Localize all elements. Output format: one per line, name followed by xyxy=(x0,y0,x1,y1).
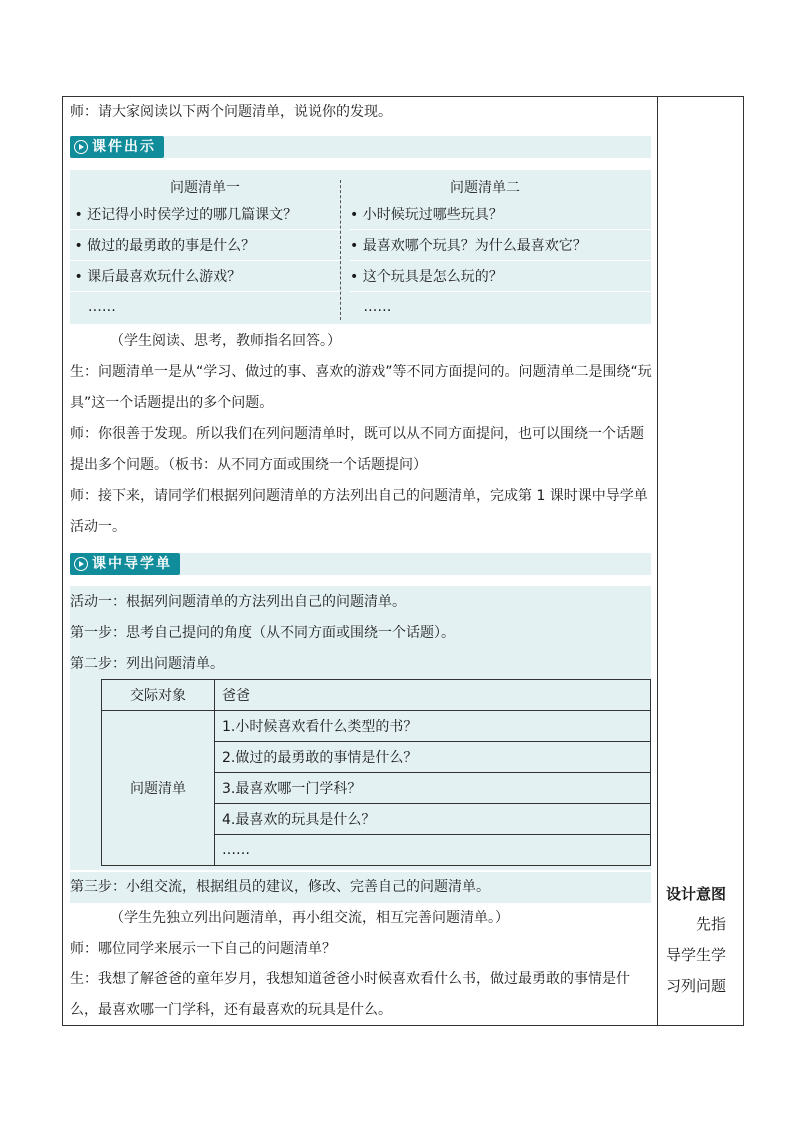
list-item: …… xyxy=(363,299,392,315)
activity-line: 活动一：根据列问题清单的方法列出自己的问题清单。 xyxy=(70,594,406,610)
list-item: • 课后最喜欢玩什么游戏？ xyxy=(70,262,340,292)
target-value: 爸爸 xyxy=(215,680,651,711)
question-cell: 2.做过的最勇敢的事情是什么？ xyxy=(215,742,651,773)
column-divider xyxy=(657,96,658,1026)
play-icon xyxy=(74,140,88,154)
paragraph: 师：哪位同学来展示一下自己的问题清单？ xyxy=(70,941,336,957)
dashed-separator xyxy=(340,180,341,320)
question-cell: 4.最喜欢的玩具是什么？ xyxy=(215,804,651,835)
step-line: 第二步：列出问题清单。 xyxy=(70,656,224,672)
list-item: • 这个玩具是怎么玩的？ xyxy=(350,262,650,292)
design-intent-text: 先指导学生学习列问题 xyxy=(666,915,727,995)
list-title: 问题清单二 xyxy=(450,180,520,196)
paragraph: 师：你很善于发现。所以我们在列问题清单时，既可以从不同方面提问，也可以围绕一个话题提出多个问题。（板书：从不同方面或围绕一个话题提问） xyxy=(70,426,644,473)
intro-line: 师：请大家阅读以下两个问题清单，说说你的发现。 xyxy=(70,104,392,120)
play-icon xyxy=(74,557,88,571)
list-item: …… xyxy=(87,299,116,315)
paragraph: 生：我想了解爸爸的童年岁月，我想知道爸爸小时候喜欢看什么书，做过最勇敢的事情是什么，最喜欢哪一门学科，还有最喜欢的玩具是什么。 xyxy=(70,971,630,1018)
courseware-slide xyxy=(70,170,651,324)
paragraph: 师：接下来，请同学们根据列问题清单的方法列出自己的问题清单，完成第 1 课时课中导学单活动一。 xyxy=(70,488,648,535)
design-intent-title: 设计意图 xyxy=(666,885,727,903)
list-item: • 小时候玩过哪些玩具？ xyxy=(350,200,650,230)
list-item: • 还记得小时侯学过的哪几篇课文？ xyxy=(70,200,340,230)
section-header-guide xyxy=(70,553,651,575)
table-row xyxy=(102,680,651,711)
section-tag-label: 课件出示 xyxy=(92,139,156,155)
question-cell: …… xyxy=(215,835,651,866)
list-item: • 最喜欢哪个玩具？为什么最喜欢它？ xyxy=(350,231,650,261)
question-cell: 3.最喜欢哪一门学科？ xyxy=(215,773,651,804)
question-cell: 1.小时候喜欢看什么类型的书？ xyxy=(215,711,651,742)
note-line: （学生阅读、思考，教师指名回答。） xyxy=(110,333,341,349)
note-line: （学生先独立列出问题清单，再小组交流，相互完善问题清单。） xyxy=(110,910,509,926)
step-line: 第三步：小组交流，根据组员的建议，修改、完善自己的问题清单。 xyxy=(70,879,490,895)
list-item: • 做过的最勇敢的事是什么？ xyxy=(70,231,340,261)
step-line: 第一步：思考自己提问的角度（从不同方面或围绕一个话题）。 xyxy=(70,625,455,641)
paragraph: 生：问题清单一是从“学习、做过的事、喜欢的游戏”等不同方面提问的。问题清单二是围绕“玩具”这一个话题提出的多个问题。 xyxy=(70,364,652,411)
list-label: 问题清单 xyxy=(102,711,215,866)
target-label: 交际对象 xyxy=(102,680,215,711)
list-title: 问题清单一 xyxy=(170,180,240,196)
question-list-table xyxy=(101,679,651,866)
section-tag-label: 课中导学单 xyxy=(92,556,172,572)
section-header-courseware xyxy=(70,136,651,158)
table-row xyxy=(102,711,651,742)
